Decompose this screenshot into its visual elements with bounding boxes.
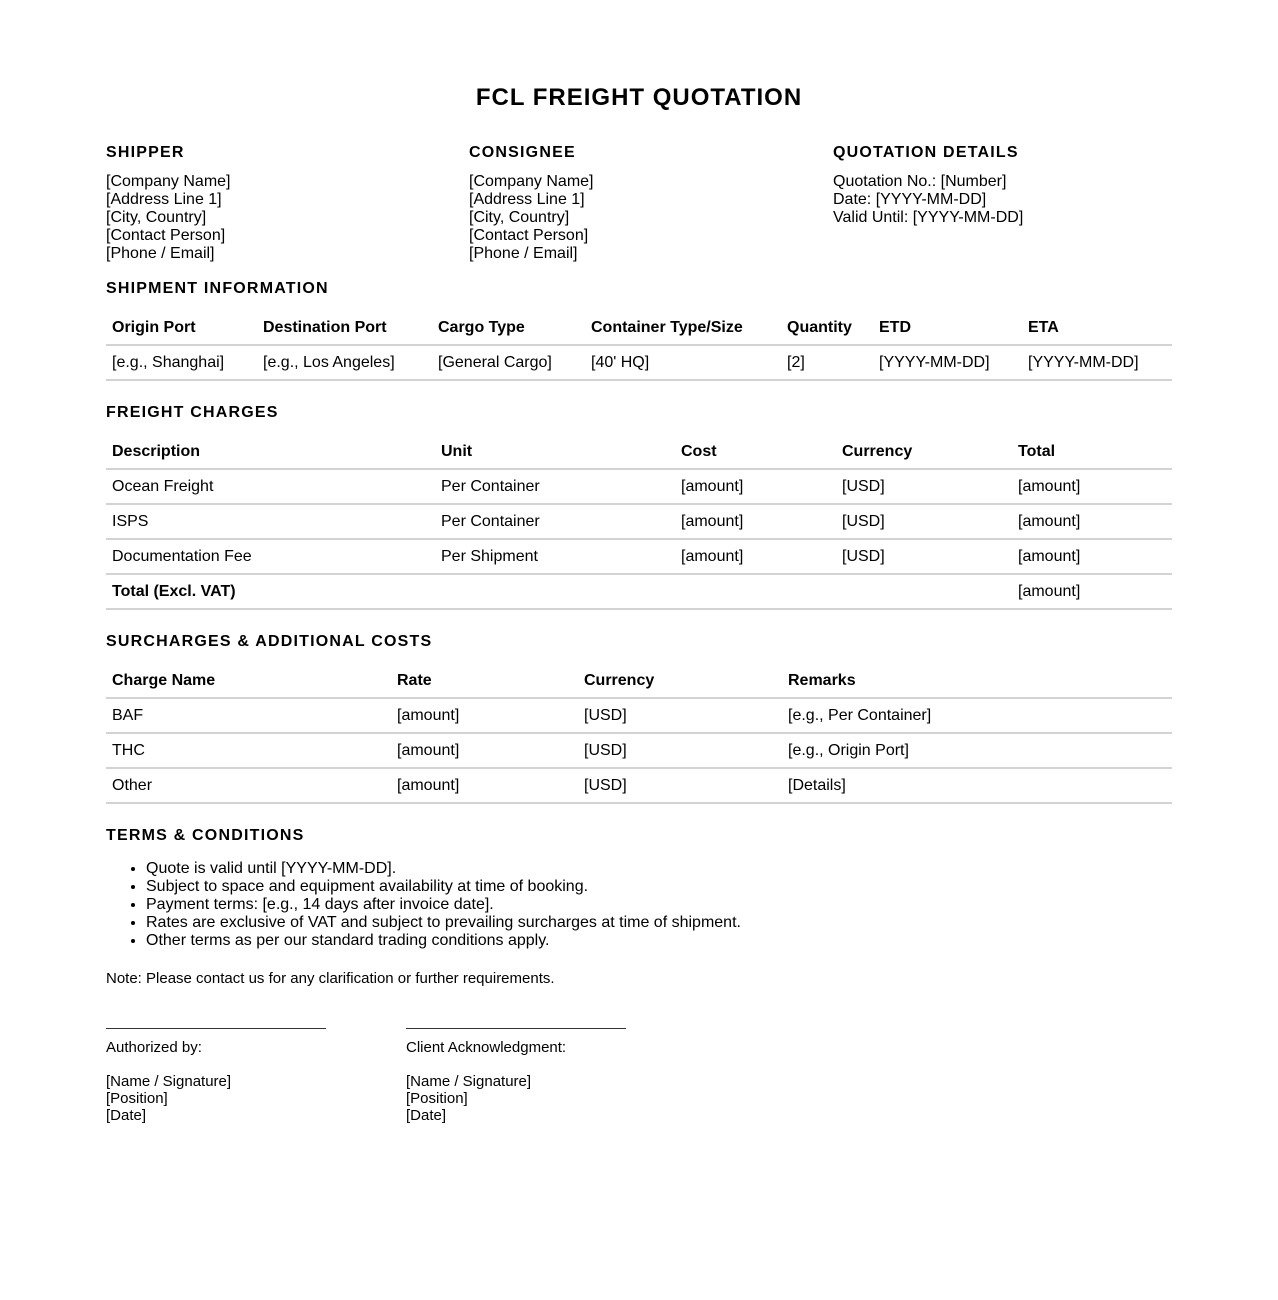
table-header-row: [106, 311, 1172, 345]
table-row: [106, 345, 1172, 380]
currency-cell: [USD]: [578, 733, 782, 768]
origin-port-value: [e.g., Shanghai]: [106, 345, 257, 380]
quotation-date: Date: [YYYY-MM-DD]: [833, 191, 987, 208]
consignee-phone-email: [Phone / Email]: [469, 245, 578, 262]
table-header-row: [106, 664, 1172, 698]
consignee-heading: CONSIGNEE: [469, 144, 576, 161]
signature-block-client: [406, 1028, 626, 1124]
col-container-type: Container Type/Size: [585, 311, 781, 345]
container-type-value: [40' HQ]: [585, 345, 781, 380]
cost-cell: [amount]: [675, 469, 836, 504]
col-currency: Currency: [578, 664, 782, 698]
col-eta: ETA: [1022, 311, 1172, 345]
col-remarks: Remarks: [782, 664, 1172, 698]
shipper-heading: SHIPPER: [106, 144, 185, 161]
total-row: [106, 574, 1172, 609]
shipper-company: [Company Name]: [106, 173, 231, 190]
shipper-contact: [Contact Person]: [106, 227, 226, 244]
terms-item: • Other terms as per our standard trading conditions apply.: [146, 932, 1172, 950]
signature-label: Authorized by:: [106, 1039, 202, 1056]
table-row: [106, 698, 1172, 733]
terms-item: • Quote is valid until [YYYY-MM-DD].: [146, 860, 1172, 878]
col-origin-port: Origin Port: [106, 311, 257, 345]
charge-name-cell: THC: [106, 733, 391, 768]
col-cost: Cost: [675, 435, 836, 469]
terms-section: [106, 826, 1172, 988]
table-row: [106, 539, 1172, 574]
freight-table: [106, 435, 1172, 610]
freight-section: [106, 403, 1172, 610]
table-row: [106, 504, 1172, 539]
unit-cell: Per Shipment: [435, 539, 675, 574]
quotation-details-heading: QUOTATION DETAILS: [833, 144, 1019, 161]
currency-cell: [USD]: [836, 504, 1012, 539]
terms-list: [106, 860, 1172, 950]
destination-port-value: [e.g., Los Angeles]: [257, 345, 432, 380]
signature-line: [406, 1028, 626, 1029]
terms-item: • Payment terms: [e.g., 14 days after invoice date].: [146, 896, 1172, 914]
remarks-cell: [Details]: [782, 768, 1172, 803]
cargo-type-value: [General Cargo]: [432, 345, 585, 380]
unit-cell: Per Container: [435, 504, 675, 539]
consignee-city: [City, Country]: [469, 209, 570, 226]
shipment-table: [106, 311, 1172, 381]
table-row: [106, 469, 1172, 504]
total-cell: [amount]: [1012, 539, 1172, 574]
col-cargo-type: Cargo Type: [432, 311, 585, 345]
rate-cell: [amount]: [391, 768, 578, 803]
signature-name: [Name / Signature]: [406, 1073, 532, 1090]
col-total: Total: [1012, 435, 1172, 469]
consignee-block: [469, 143, 594, 263]
shipper-address: [Address Line 1]: [106, 191, 222, 208]
charge-name-cell: Other: [106, 768, 391, 803]
eta-value: [YYYY-MM-DD]: [1022, 345, 1172, 380]
currency-cell: [USD]: [578, 698, 782, 733]
col-description: Description: [106, 435, 435, 469]
signature-date: [Date]: [406, 1107, 447, 1124]
quotation-details-block: [833, 143, 1023, 227]
col-quantity: Quantity: [781, 311, 873, 345]
table-row: [106, 733, 1172, 768]
signature-block-authorized: [106, 1028, 326, 1124]
consignee-company: [Company Name]: [469, 173, 594, 190]
total-label: Total (Excl. VAT): [106, 574, 435, 609]
shipment-section: [106, 279, 1172, 381]
shipper-city: [City, Country]: [106, 209, 207, 226]
table-header-row: [106, 435, 1172, 469]
currency-cell: [USD]: [836, 539, 1012, 574]
col-rate: Rate: [391, 664, 578, 698]
etd-value: [YYYY-MM-DD]: [873, 345, 1022, 380]
cost-cell: [amount]: [675, 539, 836, 574]
terms-item: • Rates are exclusive of VAT and subject to prevailing surcharges at time of shipment.: [146, 914, 1172, 932]
currency-cell: [USD]: [836, 469, 1012, 504]
col-charge-name: Charge Name: [106, 664, 391, 698]
currency-cell: [USD]: [578, 768, 782, 803]
rate-cell: [amount]: [391, 698, 578, 733]
cost-cell: [amount]: [675, 504, 836, 539]
total-value: [amount]: [1012, 574, 1172, 609]
signature-position: [Position]: [406, 1090, 468, 1107]
remarks-cell: [e.g., Origin Port]: [782, 733, 1172, 768]
total-cell: [amount]: [1012, 504, 1172, 539]
surcharges-table: [106, 664, 1172, 804]
freight-heading: FREIGHT CHARGES: [106, 404, 279, 421]
surcharges-heading: SURCHARGES & ADDITIONAL COSTS: [106, 633, 433, 650]
col-currency: Currency: [836, 435, 1012, 469]
consignee-contact: [Contact Person]: [469, 227, 589, 244]
rate-cell: [amount]: [391, 733, 578, 768]
shipper-block: [106, 143, 231, 263]
quantity-value: [2]: [781, 345, 873, 380]
signature-label: Client Acknowledgment:: [406, 1039, 567, 1056]
surcharges-section: [106, 632, 1172, 804]
consignee-address: [Address Line 1]: [469, 191, 585, 208]
signature-name: [Name / Signature]: [106, 1073, 232, 1090]
unit-cell: Per Container: [435, 469, 675, 504]
col-unit: Unit: [435, 435, 675, 469]
terms-item: • Subject to space and equipment availability at time of booking.: [146, 878, 1172, 896]
note-text: Note: Please contact us for any clarification or further requirements.: [106, 970, 555, 987]
remarks-cell: [e.g., Per Container]: [782, 698, 1172, 733]
quotation-number: Quotation No.: [Number]: [833, 173, 1007, 190]
table-row: [106, 768, 1172, 803]
col-etd: ETD: [873, 311, 1022, 345]
description-cell: ISPS: [106, 504, 435, 539]
description-cell: Ocean Freight: [106, 469, 435, 504]
description-cell: Documentation Fee: [106, 539, 435, 574]
charge-name-cell: BAF: [106, 698, 391, 733]
document-title: FCL FREIGHT QUOTATION: [475, 84, 803, 111]
shipper-phone-email: [Phone / Email]: [106, 245, 215, 262]
terms-heading: TERMS & CONDITIONS: [106, 827, 305, 844]
col-destination-port: Destination Port: [257, 311, 432, 345]
total-cell: [amount]: [1012, 469, 1172, 504]
signature-line: [106, 1028, 326, 1029]
signature-date: [Date]: [106, 1107, 147, 1124]
quotation-valid-until: Valid Until: [YYYY-MM-DD]: [833, 209, 1024, 226]
shipment-heading: SHIPMENT INFORMATION: [106, 280, 329, 297]
signature-position: [Position]: [106, 1090, 168, 1107]
